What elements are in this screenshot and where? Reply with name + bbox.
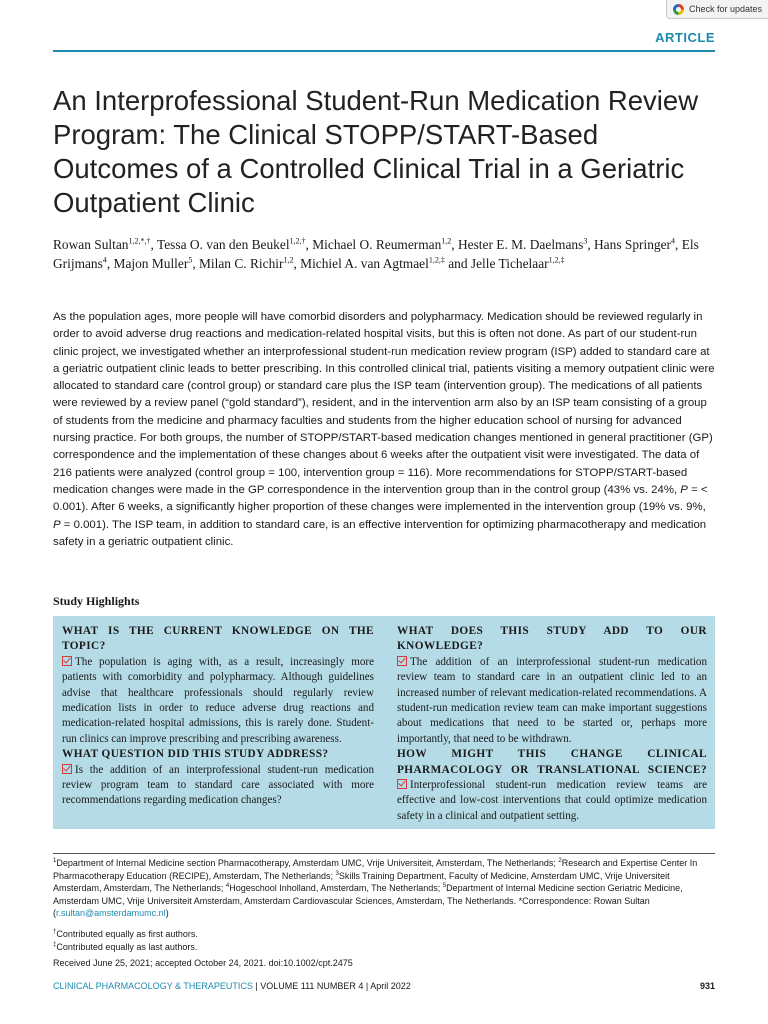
highlights-right-column <box>397 624 707 824</box>
footnote-rule <box>53 853 715 854</box>
highlight-question: HOW MIGHT THIS CHANGE CLINICAL PHARMACOLOGY OR TRANSLATIONAL SCIENCE? <box>397 748 707 776</box>
affiliation-2: Research and Expertise Center In Pharmacotherapy Education (RECIPE), Amsterdam, The Netherlands; <box>53 858 698 881</box>
highlight-answer <box>397 655 707 747</box>
author-affiliation-marker: 4 <box>671 236 675 246</box>
affiliations: $^1$Department of Internal Medicine section Pharmacotherapy, Amsterdam UMC, Vrije Universiteit, Amsterdam, The Netherlands; $^2$Research and Expertise Center In Pharmacotherapy Education (RECIPE), Amsterdam, The Netherlands; $^3$Skills Training Department, Faculty of Medicine, Amsterdam UMC, Vrije Universiteit Amsterdam, Amsterdam, The Netherlands; $^4$Hogeschool Inholland, Amsterdam, The Netherlands; $^5$Department of Internal Medicine section Geriatric Medicine, Amsterdam UMC, Vrije Universiteit Amsterdam, Amsterdam Cardiovascular Sciences, Amsterdam, The Netherlands. *Correspondence: Rowan Sultan (r.sultan@amsterdamumc.nl) <box>53 858 698 919</box>
journal-citation <box>53 981 411 991</box>
highlight-answer <box>62 763 374 809</box>
p-value-label: P <box>53 518 61 531</box>
author-separator: , <box>675 237 682 252</box>
highlight-answer-text: Interprofessional student-run medication review teams are effective and low-cost interventions that could optimize medication safety in a clinical and outpatient setting. <box>397 779 707 822</box>
header-rule <box>53 50 715 52</box>
checkbox-icon <box>397 656 407 666</box>
checkbox-icon <box>62 764 72 774</box>
highlight-question: WHAT QUESTION DID THIS STUDY ADDRESS? <box>62 748 329 761</box>
p-value-label: P <box>680 483 688 496</box>
highlight-answer-text: The population is aging with, as a result, increasingly more patients with comorbidity and polypharmacy. Although guidelines advise that healthcare professionals should regularly review medication lists in order to reduce adverse drug reactions and medication-related hospital admissions, this is rarely done. Student-run clinics can improve prescribing and prescribing awareness. <box>62 655 374 745</box>
abstract <box>53 309 715 551</box>
received-dates: Received June 25, 2021; accepted October 24, 2021. doi:10.1002/cpt.2475 <box>53 958 353 969</box>
author-separator: and <box>444 255 471 271</box>
check-for-updates-button[interactable] <box>666 0 768 19</box>
author-separator: , <box>293 255 301 271</box>
page-number: 931 <box>699 981 715 991</box>
author-affiliation-marker: 1,2 <box>441 236 452 246</box>
author-name: Rowan Sultan <box>53 237 129 252</box>
affiliation-5: Department of Internal Medicine section Geriatric Medicine, Amsterdam UMC, Vrije Universiteit Amsterdam, Amsterdam Cardiovascular Sciences, Amsterdam, The Netherlands. *Correspondence: Rowan Sultan ( <box>53 883 683 919</box>
correspondence-email-link[interactable]: r.sultan@amsterdamumc.nl <box>56 908 166 919</box>
author-name: Michael O. Reumerman <box>312 237 442 252</box>
study-highlights-box <box>53 616 715 829</box>
author-affiliation-marker: 1,2,‡ <box>548 255 565 265</box>
author-name: Milan C. Richir <box>199 255 284 271</box>
highlight-question: WHAT IS THE CURRENT KNOWLEDGE ON THE TOPIC? <box>62 625 374 653</box>
affiliation-1: Department of Internal Medicine section Pharmacotherapy, Amsterdam UMC, Vrije Universiteit, Amsterdam, The Netherlands; <box>56 858 559 868</box>
author-separator: , <box>587 237 595 252</box>
highlight-answer-text: Is the addition of an interprofessional student-run medication review program team to standard care associated with more recommendations regarding medication changes? <box>62 763 374 807</box>
highlight-answer-text: The addition of an interprofessional student-run medication review team to standard care in an outpatient clinic led to an increased number of relevant medication-related recommendations. A student-run medication review team can make important suggestions about medications that need to be started or, perhaps more importantly, that need to be withdrawn. <box>397 655 707 745</box>
abstract-text-1: As the population ages, more people will have comorbid disorders and polypharmacy. Medication should be reviewed regularly in order to avoid adverse drug reactions and medication-related hospital visits, but this is often not done. As part of our student-run clinic project, we investigated whether an interprofessional student-run medication review program (ISP) added to standard care at a geriatric outpatient clinic leads to better prescribing. In this controlled clinical trial, patients visiting a memory outpatient clinic were allocated to standard care (control group) or standard care plus the ISP team (intervention group). The medications of all patients were reviewed by a review panel (“gold standard”), resident, and in the intervention arm also by an ISP team consisting of a group of students from the medicine and pharmacy faculties and students from the higher education school of nursing for advanced nursing practice. For both groups, the number of STOPP/START-based medication changes mentioned in general practitioner (GP) correspondence and the implementation of these changes about 6 weeks after the outpatient visit were investigated. The data of 216 patients were analyzed (control group = 100, intervention group = 116). More recommendations for STOPP/START-based medication changes were made in the GP correspondence in the intervention group than in the control group (43% vs. 24%, <box>53 311 715 496</box>
first-authors-note: †Contributed equally as first authors. <box>53 928 198 939</box>
checkbox-icon <box>62 656 72 666</box>
author-affiliation-marker: 1,2,† <box>289 236 306 246</box>
checkbox-icon <box>397 779 407 789</box>
author-separator: , <box>305 237 313 252</box>
affiliation-3: Skills Training Department, Faculty of Medicine, Amsterdam UMC, Vrije Universiteit Amsterdam, Amsterdam, The Netherlands; <box>53 870 670 894</box>
author-separator: , <box>150 237 157 252</box>
author-name: Hans Springer <box>594 237 671 252</box>
author-name: Michiel A. van Agtmael <box>300 255 429 271</box>
author-separator: , <box>106 255 114 271</box>
author-affiliation-marker: 5 <box>188 255 193 265</box>
crossmark-icon <box>673 4 684 15</box>
author-name: Tessa O. van den Beukel <box>156 237 290 252</box>
check-for-updates-label: Check for updates <box>689 4 763 14</box>
abstract-text-3: = 0.001). The ISP team, in addition to standard care, is an effective intervention for optimizing pharmacotherapy and medication safety in a geriatric outpatient clinic. <box>53 518 707 548</box>
author-name: Els Grijmans <box>53 237 699 271</box>
highlights-left-column <box>62 624 374 809</box>
author-affiliation-marker: 1,2,*,† <box>128 236 151 246</box>
author-affiliation-marker: 1,2 <box>283 255 294 265</box>
author-separator: , <box>451 237 458 252</box>
author-affiliation-marker: 3 <box>583 236 588 246</box>
abstract-text-2: = < 0.001). After 6 weeks, a significantly higher proportion of these changes were implemented in the intervention group (19% vs. 9%, <box>53 483 708 514</box>
study-highlights-heading: Study Highlights <box>53 594 140 608</box>
author-affiliation-marker: 4 <box>102 255 107 265</box>
page-footer <box>53 981 715 991</box>
highlight-answer <box>62 655 374 747</box>
highlight-question: WHAT DOES THIS STUDY ADD TO OUR KNOWLEDGE? <box>397 625 707 653</box>
footnotes <box>53 857 715 970</box>
author-name: Majon Muller <box>113 255 189 271</box>
article-title: An Interprofessional Student-Run Medication Review Program: The Clinical STOPP/START-Based Outcomes of a Controlled Clinical Trial in a Geriatric Outpatient Clinic <box>53 85 699 218</box>
issue-info: | VOLUME 111 NUMBER 4 | April 2022 <box>252 981 411 991</box>
author-name: Jelle Tichelaar <box>470 255 549 271</box>
last-authors-text: Contributed equally as last authors. <box>56 941 198 952</box>
author-list <box>53 236 713 273</box>
article-type-label: ARTICLE <box>655 30 715 45</box>
first-authors-text: Contributed equally as first authors. <box>56 928 198 939</box>
last-authors-note: ‡Contributed equally as last authors. <box>53 941 198 952</box>
author-affiliation-marker: 1,2,‡ <box>428 255 445 265</box>
affiliation-4: Hogeschool Inholland, Amsterdam, The Netherlands; <box>229 883 443 894</box>
highlight-answer <box>397 778 707 824</box>
affiliation-end: ) <box>165 908 169 919</box>
journal-name: CLINICAL PHARMACOLOGY & THERAPEUTICS <box>53 981 253 991</box>
author-separator: , <box>192 255 200 271</box>
author-name: Hester E. M. Daelmans <box>457 237 584 252</box>
